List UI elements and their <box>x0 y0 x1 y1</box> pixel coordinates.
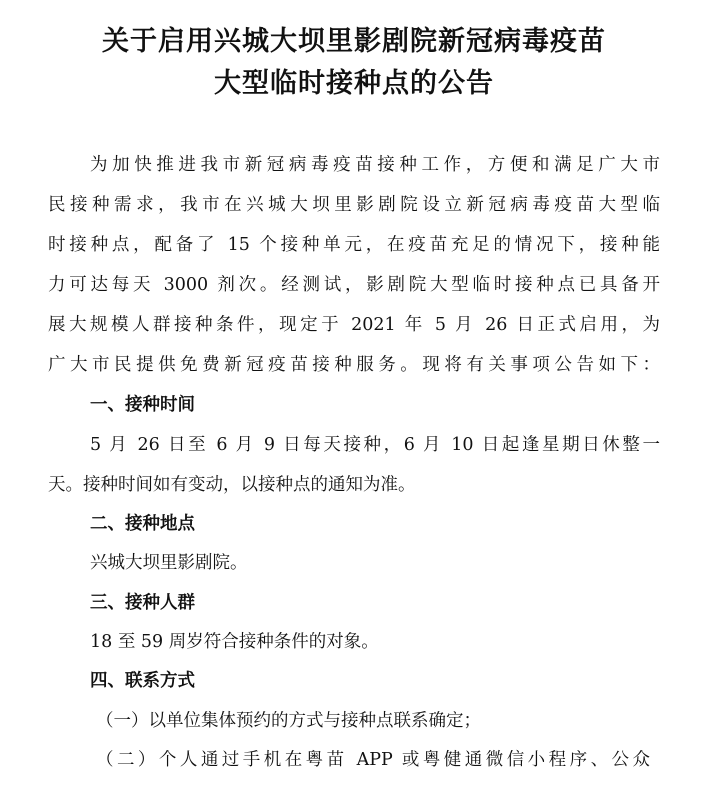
intro-paragraph-line: 广大市民提供免费新冠疫苗接种服务。现将有关事项公告如下： <box>48 355 660 375</box>
section-heading-population: 三、接种人群 <box>90 593 195 613</box>
contact-item: （二）个人通过手机在粤苗 APP 或粤健通微信小程序、公众 <box>96 750 650 770</box>
section-heading-location: 二、接种地点 <box>90 514 195 534</box>
intro-paragraph-line: 时接种点，配备了 15 个接种单元，在疫苗充足的情况下，接种能 <box>48 235 660 255</box>
intro-paragraph-line: 力可达每天 3000 剂次。经测试，影剧院大型临时接种点已具备开 <box>48 275 660 295</box>
section-heading-contact: 四、联系方式 <box>90 671 195 691</box>
section-time-line: 天。接种时间如有变动，以接种点的通知为准。 <box>48 475 416 495</box>
document-title-line-1: 关于启用兴城大坝里影剧院新冠病毒疫苗 <box>102 26 606 57</box>
section-location-text: 兴城大坝里影剧院。 <box>90 553 248 573</box>
section-population-text: 18 至 59 周岁符合接种条件的对象。 <box>90 632 379 652</box>
intro-paragraph-line: 为加快推进我市新冠病毒疫苗接种工作，方便和满足广大市 <box>90 155 660 175</box>
section-heading-time: 一、接种时间 <box>90 395 195 415</box>
section-time-line: 5 月 26 日至 6 月 9 日每天接种，6 月 10 日起逢星期日休整一 <box>90 435 660 455</box>
intro-paragraph-line: 展大规模人群接种条件，现定于 2021 年 5 月 26 日正式启用，为 <box>48 315 660 335</box>
document-title-line-2: 大型临时接种点的公告 <box>214 68 494 99</box>
intro-paragraph-line: 民接种需求，我市在兴城大坝里影剧院设立新冠病毒疫苗大型临 <box>48 195 660 215</box>
contact-item: （一）以单位集体预约的方式与接种点联系确定； <box>96 711 481 731</box>
